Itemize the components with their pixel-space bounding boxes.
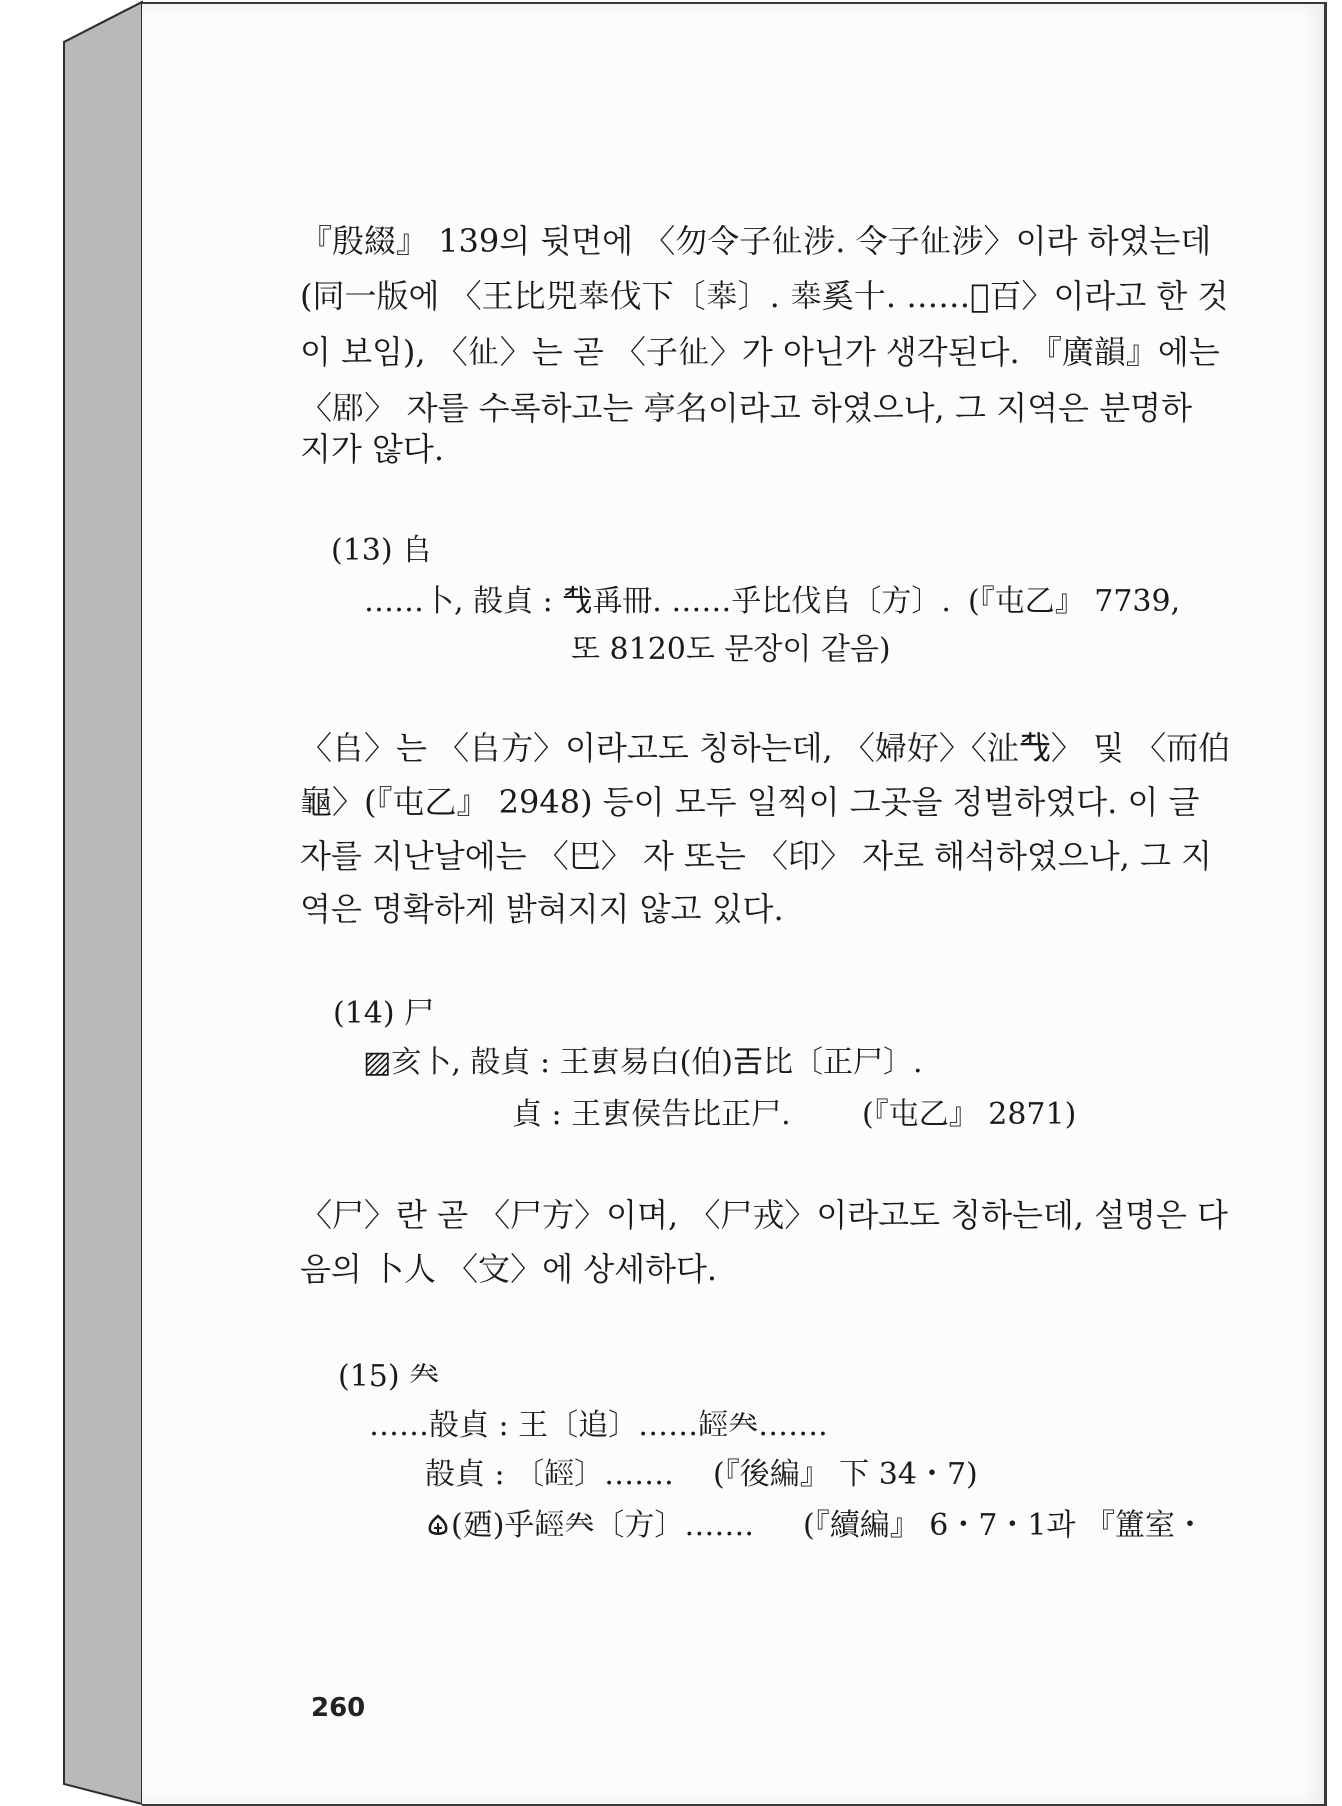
page-number: 260 — [311, 1693, 366, 1723]
paragraph-1-line-1: 『殷綴』 139의 뒷면에 〈勿令子𢓊涉. 令子𢓊涉〉이라 하였는데 — [300, 222, 1212, 260]
example-14-line-1: ▨亥卜, 㱿貞 : 王叀易白(伯)𢀛比〔正尸〕. — [363, 1045, 923, 1080]
paragraph-2-line-3: 자를 지난날에는 〈巴〉 자 또는 〈印〉 자로 해석하였으나, 그 지 — [300, 837, 1212, 875]
example-13-source: (『屯乙』 7739, — [968, 584, 1181, 619]
example-15-source-1: (『後編』 下 34・7) — [713, 1457, 978, 1492]
paragraph-3-line-2: 음의 卜人 〈㝊〉에 상세하다. — [300, 1250, 718, 1288]
paragraph-1-line-5: 지가 않다. — [300, 430, 444, 468]
oracle-glyph-icon — [425, 1513, 451, 1539]
example-14-source: (『屯乙』 2871) — [862, 1097, 1077, 1132]
paragraph-2-line-1: 〈𠂤〉는 〈𠂤方〉이라고도 칭하는데, 〈婦好〉〈沚𢦔〉 및 〈而伯 — [300, 729, 1231, 767]
paragraph-1-line-3: 이 보임), 〈𢓊〉는 곧 〈子𢓊〉가 아닌가 생각된다. 『廣韻』에는 — [300, 333, 1220, 371]
example-13-note: 또 8120도 문장이 같음) — [571, 632, 891, 667]
paragraph-2-line-4: 역은 명확하게 밝혀지지 않고 있다. — [300, 890, 784, 928]
example-15-source-2: (『續編』 6・7・1과 『簠室・ — [803, 1508, 1206, 1543]
example-14-label: (14) 尸 — [333, 996, 435, 1031]
example-13-label: (13) 𠂤 — [331, 533, 433, 568]
example-15-line-1: ……㱿貞 : 王〔追〕……𦈵𠔉……. — [369, 1408, 828, 1443]
paragraph-2-line-2: 龜〉(『屯乙』 2948) 등이 모두 일찍이 그곳을 정벌하였다. 이 글 — [300, 783, 1200, 821]
example-15-line-3-text: (廼)乎𦈵𠔉〔方〕……. — [451, 1508, 754, 1543]
example-15-label: (15) 𠔉 — [338, 1359, 440, 1394]
example-15-line-3 — [425, 1506, 754, 1546]
paragraph-1-line-4: 〈𨛮〉 자를 수록하고는 亭名이라고 하였으나, 그 지역은 분명하 — [300, 389, 1192, 427]
example-15-line-2: 㱿貞 : 〔𦈵〕……. — [425, 1457, 674, 1492]
paragraph-1-line-2: (同一版에 〈王比兕𠦪伐下〔𠦪〕. 𠦪奚十. ……𤰔百〉이라고 한 것 — [300, 277, 1229, 315]
example-13-line-1: ……卜, 㱿貞 : 𢦔爯冊. ……乎比伐𠂤〔方〕. — [364, 584, 951, 619]
paragraph-3-line-1: 〈尸〉란 곧 〈尸方〉이며, 〈尸戎〉이라고도 칭하는데, 설명은 다 — [300, 1196, 1228, 1234]
example-14-line-2: 貞 : 王叀侯告比正尸. — [512, 1097, 791, 1132]
